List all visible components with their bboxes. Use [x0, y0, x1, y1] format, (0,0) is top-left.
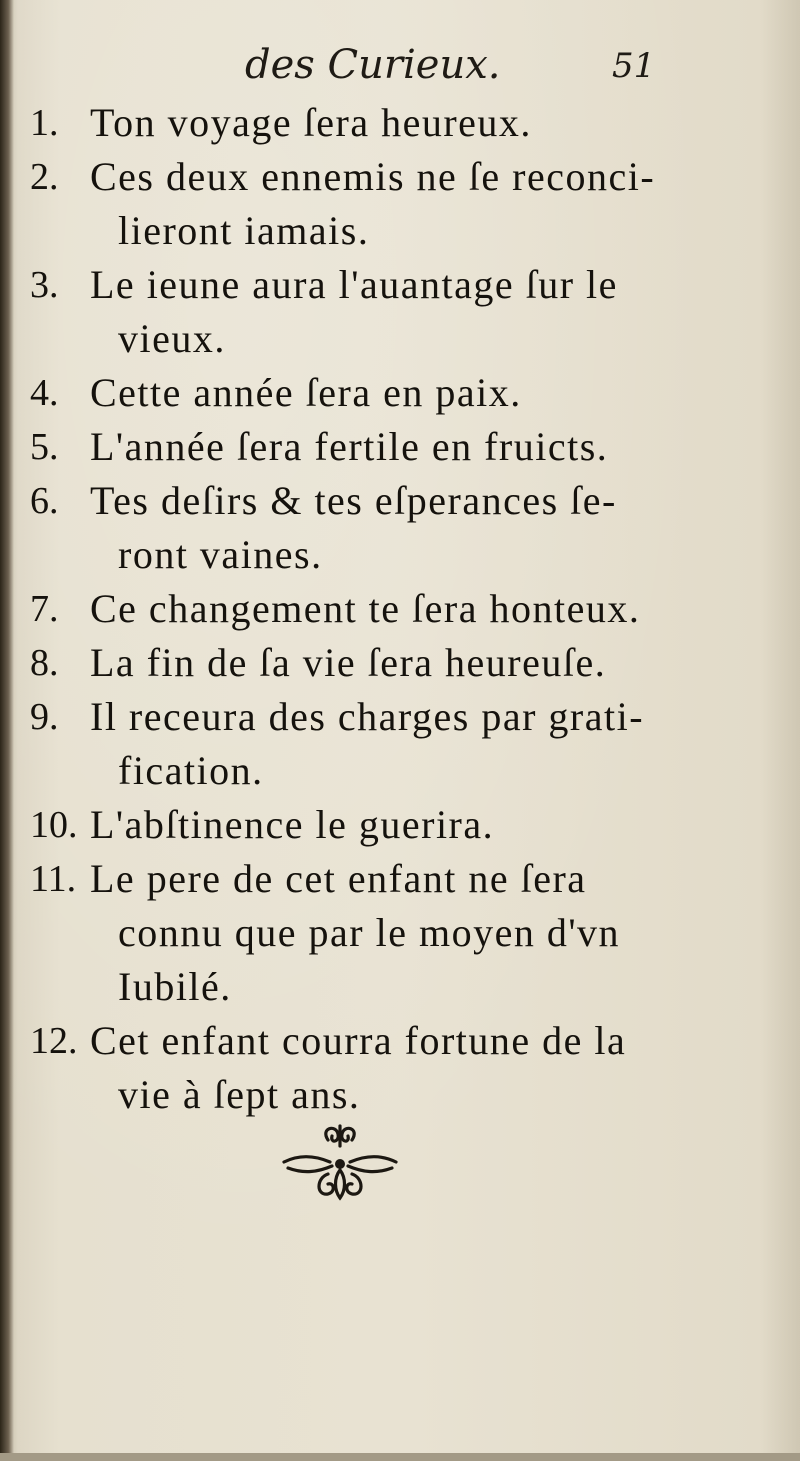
- list-item: [30, 798, 690, 852]
- entry-number: 8.: [30, 642, 59, 684]
- entry-line: Ces deux ennemis ne ſe reconci-: [90, 154, 656, 199]
- entry-line: L'abſtinence le guerira.: [90, 802, 495, 847]
- fleuron-ornament-icon: [280, 1118, 400, 1208]
- list-item: [30, 636, 690, 690]
- entry-number: 5.: [30, 426, 59, 468]
- entry-line: Il receura des charges par grati-: [90, 694, 645, 739]
- entry-number: 1.: [30, 102, 59, 144]
- entry-line: Cet enfant courra fortune de la: [90, 1018, 627, 1063]
- entry-line: Tes deſirs & tes eſperances ſe-: [90, 478, 617, 523]
- list-item: [30, 1014, 690, 1122]
- list-item: [30, 258, 690, 366]
- list-item: [30, 582, 690, 636]
- page-number: 51: [612, 46, 656, 86]
- entry-number: 3.: [30, 264, 59, 306]
- entry-number: 4.: [30, 372, 59, 414]
- page-bottom-edge: [0, 1453, 800, 1461]
- entry-line: Le pere de cet enfant ne ſera: [90, 856, 587, 901]
- entry-line: Cette année ſera en paix.: [90, 370, 522, 415]
- entry-line: fication.: [118, 748, 264, 793]
- entry-line: Iubilé.: [118, 964, 232, 1009]
- entry-line: vieux.: [118, 316, 226, 361]
- entry-line: ront vaines.: [118, 532, 323, 577]
- list-item: [30, 852, 690, 1014]
- entry-number: 11.: [30, 858, 77, 900]
- entry-line: connu que par le moyen d'vn: [118, 910, 621, 955]
- entry-list: [30, 96, 690, 1122]
- entry-line: La fin de ſa vie ſera heureuſe.: [90, 640, 607, 685]
- entry-number: 6.: [30, 480, 59, 522]
- running-head: des Curieux.: [245, 42, 501, 88]
- entry-number: 12.: [30, 1020, 78, 1062]
- list-item: [30, 96, 690, 150]
- entry-number: 10.: [30, 804, 78, 846]
- page-header: [0, 42, 800, 92]
- entry-line: Ce changement te ſera honteux.: [90, 586, 641, 631]
- list-item: [30, 150, 690, 258]
- list-item: [30, 474, 690, 582]
- entry-number: 7.: [30, 588, 59, 630]
- entry-line: lieront iamais.: [118, 208, 370, 253]
- list-item: [30, 366, 690, 420]
- list-item: [30, 690, 690, 798]
- list-item: [30, 420, 690, 474]
- entry-line: L'année ſera fertile en fruicts.: [90, 424, 609, 469]
- entry-line: Ton voyage ſera heureux.: [90, 100, 532, 145]
- entry-line: Le ieune aura l'auantage ſur le: [90, 262, 618, 307]
- entry-number: 2.: [30, 156, 59, 198]
- page-gutter: [0, 0, 14, 1461]
- entry-number: 9.: [30, 696, 59, 738]
- entry-line: vie à ſept ans.: [118, 1072, 361, 1117]
